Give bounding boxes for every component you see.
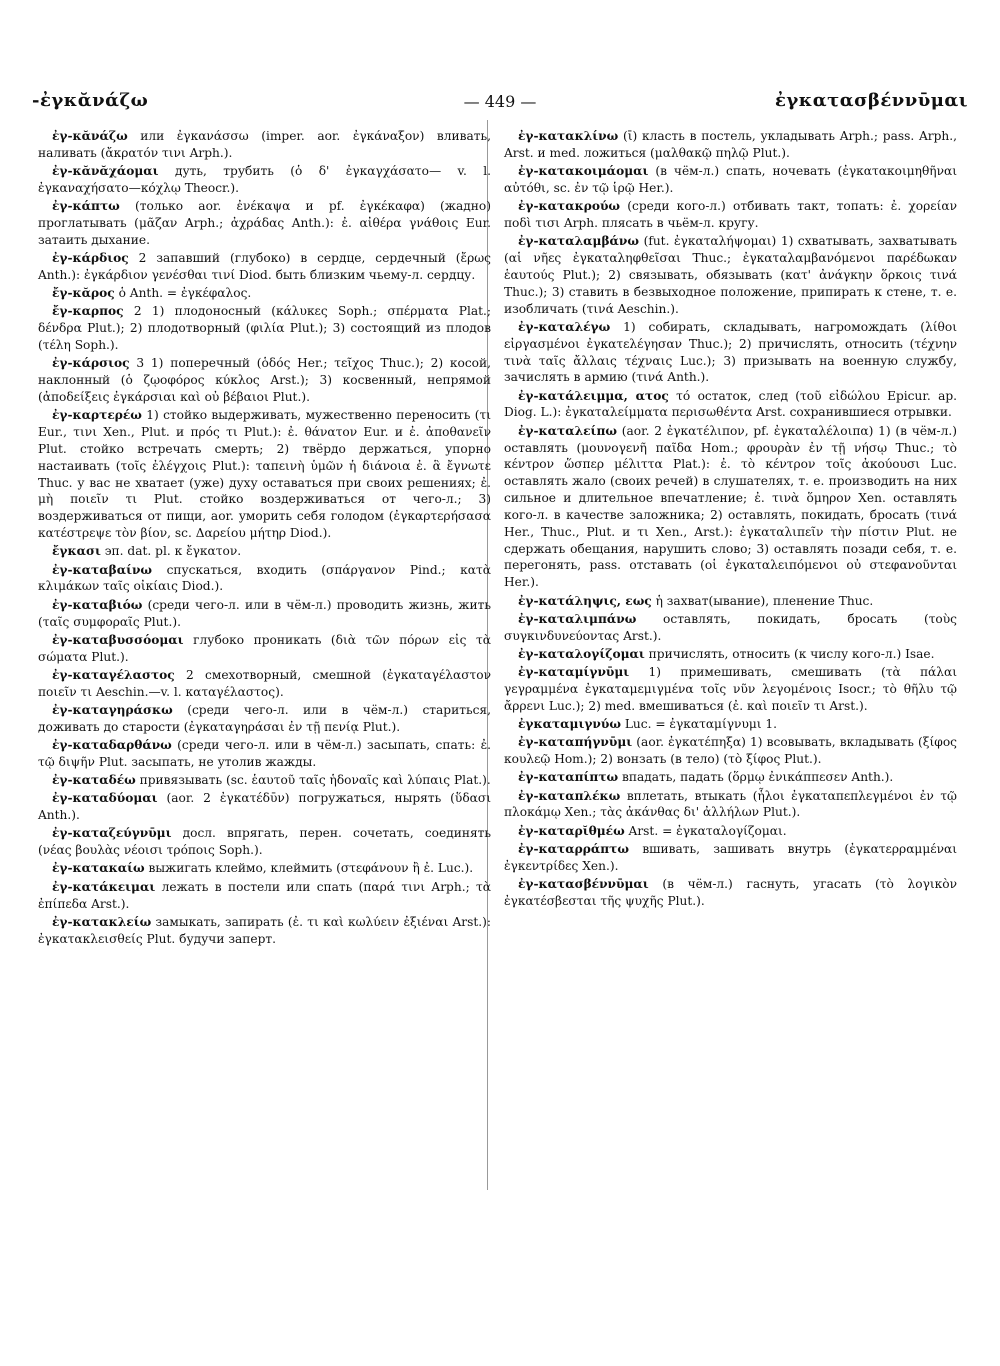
dictionary-entry — [504, 734, 957, 768]
right-column — [504, 128, 957, 911]
entry-headword: ἐγ-καταζεύγνῡμι — [52, 826, 172, 841]
entry-headword: ἐγ-κᾰνᾰχάομαι — [52, 164, 159, 179]
dictionary-entry — [38, 163, 491, 197]
entry-definition: Arst. = ἐγκαταλογίζομαι. — [628, 823, 787, 838]
dictionary-entry — [504, 716, 957, 733]
dictionary-entry — [38, 737, 491, 771]
entry-headword: ἐγ-καταγηράσκω — [52, 702, 173, 717]
entry-definition: (среди чего-л. или в чём-л.) стариться, доживать до старости (ἐγκαταγηράσαι ἐν τῇ πενίᾳ Plut.). — [38, 702, 491, 734]
entry-definition: причислять, относить (к числу кого-л.) Isae. — [648, 646, 935, 661]
dictionary-entry — [38, 407, 491, 542]
dictionary-entry — [38, 667, 491, 701]
dictionary-entry — [504, 319, 957, 386]
dictionary-entry — [504, 611, 957, 645]
dictionary-entry — [38, 879, 491, 913]
entry-headword: ἐγ-καταπήγνῡμι — [518, 735, 633, 750]
entry-definition: (среди кого-л.) отбивать такт, топать: ἐ. χορείαν ποδὶ τισι Arph. плясать в чьём-л. кругу. — [504, 199, 957, 230]
dictionary-entry — [38, 632, 491, 666]
entry-definition: лежать в постели или спать (παρά τινι Arph.; τὰ ἐπίπεδα Arst.). — [38, 879, 491, 911]
entry-definition: ὁ Anth. = ἐγκέφαλος. — [118, 286, 252, 301]
entry-headword: ἐγ-κατακρούω — [518, 199, 621, 214]
entry-headword: ἐγ-καταδύομαι — [52, 791, 158, 806]
entry-headword: ἐγ-καταβιόω — [52, 597, 143, 612]
dictionary-entry — [38, 250, 491, 284]
entry-definition: (в чём-л.) гаснуть, угасать (τὸ λογικὸν ἐγκατέσβεσται τῆς ψυχῆς Plut.). — [504, 876, 957, 908]
entry-definition: (aor. ἐγκατέπηξα) 1) всовывать, вкладывать (ξίφος κουλεῷ Hom.); 2) вонзать (в тело) (τὸ ξίφος Plut.). — [504, 735, 957, 767]
entry-definition: спускаться, входить (σπάργανον Pind.; κατὰ κλιμάκων ταῖς οἰκίαις Diod.). — [38, 562, 491, 594]
dictionary-entry — [504, 163, 957, 197]
dictionary-entry — [38, 543, 491, 560]
entry-headword: ἐγ-καταδαρθάνω — [52, 738, 172, 752]
entry-headword: ἐγ-κάπτω — [52, 199, 120, 214]
entry-headword: ἐγ-καταδέω — [52, 773, 136, 788]
entry-definition: 2 запавший (глубоко) в сердце, сердечный (ἔρως Anth.): ἐγκάρδιον γενέσθαι τινί Diod. быть близким чьему-л. сердцу. — [38, 251, 491, 282]
entry-definition: эп. dat. pl. к ἔγκατον. — [104, 544, 242, 559]
dictionary-entry — [38, 790, 491, 824]
entry-headword: ἐγ-κατακλίνω — [518, 129, 619, 143]
entry-headword: ἐγ-κατακοιμάομαι — [518, 164, 649, 179]
entry-definition: оставлять, покидать, бросать (τοὺς συγκινδυνεύοντας Arst.). — [504, 611, 958, 643]
entry-definition: 1) стойко выдерживать, мужественно переносить (τι Eur., τινι Xen., Plut. и πρός τι Plut.): ἐ. θάνατον Eur. и ἐ. ἀποθανεῖν Plut. стойко встречать смерть; 2) твёрдо держаться, упорно настаивать (τοῖς ἐλέγχοις Plut.): ταπεινὴ ὑμῶν ἡ διάνοια ἐ. ἃ ἔγνωτε Thuc. у вас не хватает (уже) духу оставаться при своих решениях; ἐ. μὴ ποιεῖν τι Plut. стойко воздерживаться от чего-л.; 3) воздерживаться от пищи, aor. уморить себя голодом (ἐγκαρτερήσασα κατέστρεψε τὸν βίον, sc. Δαρείου μήτηρ Diod.). — [38, 408, 491, 541]
entry-definition: вплетать, втыкать (ἧλοι ἐγκαταπεπλεγμένοι ἐν τῷ πλοκάμῳ Xen.; τὰς ἀκάνθας δι' ἀλλήλων Plut.). — [504, 788, 957, 820]
dictionary-entry — [38, 562, 491, 596]
entry-definition: 1) собирать, складывать, нагромождать (λίθοι εἰργασμένοι ἐγκατελέγησαν Thuc.); 2) причислять, относить (τέχνην τινὰ ταῖς ἄλλαις τέχναις Luc.); 3) призывать на военную службу, зачислять в армию (τινά Anth.). — [504, 319, 957, 385]
entry-headword: ἐγ-κατάλειμμα, ατος — [518, 388, 669, 403]
entry-headword: ἔγ-καρπος — [52, 304, 124, 319]
entry-headword: ἐγ-καταλείπω — [518, 423, 617, 438]
entry-definition: τό остаток, след (τοῦ εἰδώλου Epicur. ap. Diog. L.): ἐγκαταλείμματα περισωθέντα Arst. сохранившиеся отрывки. — [504, 388, 958, 420]
entry-definition: (aor. 2 ἐγκατέδῡν) погружаться, нырять (ὕδασι Anth.). — [38, 791, 492, 823]
entry-definition: или ἐγκανάσσω (imper. aor. ἐγκάναξον) вливать, наливать (ἄκρατόν τινι Arph.). — [38, 129, 491, 160]
entry-definition: привязывать (sc. ἑαυτοῦ ταῖς ἡδοναῖς καὶ λύπαις Plat.). — [139, 773, 491, 788]
dictionary-entry — [504, 233, 957, 317]
dictionary-entry — [38, 285, 491, 302]
entry-headword: ἐγ-κατακαίω — [52, 861, 145, 876]
entry-headword: ἐγ-καταγέλαστος — [52, 667, 175, 682]
dictionary-entry — [504, 128, 957, 162]
entry-headword: ἐγ-καταβαίνω — [52, 562, 153, 577]
entry-headword: ἐγ-καταλογίζομαι — [518, 646, 645, 661]
dictionary-entry — [38, 772, 491, 789]
entry-headword: ἐγ-καταρράπτω — [518, 841, 629, 856]
entry-headword: ἔγκασι — [52, 544, 101, 559]
entry-definition: ἡ захват(ывание), пленение Thuc. — [655, 593, 874, 608]
entry-definition: выжигать клеймо, клеймить (στεφάνουν ἢ ἐ. Luc.). — [148, 861, 474, 876]
entry-headword: ἐγκαταμιγνύω — [518, 716, 621, 731]
entry-definition: дуть, трубить (ὁ δ' ἐγκαγχάσατο— v. l. ἐγκαναχήσατο—κόχλῳ Theocr.). — [38, 164, 491, 195]
entry-headword: ἐγ-κατάκειμαι — [52, 879, 156, 894]
dictionary-entry — [504, 664, 957, 715]
dictionary-entry — [38, 128, 491, 162]
entry-definition: 2 1) плодоносный (κάλυκες Soph.; σπέρματα Plat.; δένδρα Plut.); 2) плодотворный (φιλία Plut.); 3) состоящий из плодов (τέλη Soph.). — [38, 304, 491, 353]
entry-definition: (среди чего-л. или в чём-л.) проводить жизнь, жить (ταῖς συμφοραῖς Plut.). — [38, 597, 492, 629]
entry-headword: ἐγ-κᾰνάζω — [52, 129, 128, 143]
entry-definition: (среди чего-л. или в чём-л.) засыпать, спать: ἐ. τῷ διψῆν Plut. засыпать, не утолив жажды. — [38, 738, 491, 769]
page-header — [32, 90, 968, 116]
entry-headword: ἐγ-καταπλέκω — [518, 788, 621, 803]
dictionary-entry — [38, 597, 491, 631]
dictionary-entry — [504, 788, 957, 822]
left-column — [38, 128, 491, 949]
entry-definition: Luc. = ἐγκαταμίγνυμι 1. — [624, 716, 778, 731]
entry-definition: вшивать, зашивать внутрь (ἐγκατερραμμέναι ἐγκεντρίδες Xen.). — [504, 841, 957, 873]
entry-definition: 3 1) поперечный (ὁδός Her.; τεῖχος Thuc.); 2) косой, наклонный (ὁ ζῳοφόρος κύκλος Arst.); 3) косвенный, непрямой (ἀποδείξεις ἐγκάρσιαι καὶ οὐ βέβαιοι Plut.). — [38, 356, 492, 404]
entry-headword: ἐγ-κάρσιος — [52, 356, 130, 371]
dictionary-entry — [38, 825, 491, 859]
dictionary-entry — [504, 823, 957, 840]
entry-definition: глубоко проникать (διὰ τῶν πόρων εἰς τὰ σώματα Plut.). — [38, 632, 492, 664]
entry-headword: ἐγ-καταλιμπάνω — [518, 611, 637, 626]
header-last-headword: ἐγκατασβέννῡμαι — [774, 90, 968, 111]
dictionary-entry — [38, 198, 491, 249]
header-first-headword: -ἐγκᾰνάζω — [32, 90, 149, 111]
entry-headword: ἐγ-καταβυσσόομαι — [52, 632, 184, 647]
entry-definition: (только aor. ἐνέκαψα и pf. ἐγκέκαφα) (жадно) проглатывать (μᾶζαν Arph.; ἀχράδας Anth.): ἐ. αἰθέρα γνάθοις Eur. затаить дыхание. — [38, 199, 491, 247]
entry-definition: впадать, падать (ὅρμῳ ἐνικάππεσεν Anth.). — [622, 770, 894, 785]
dictionary-entry — [504, 593, 957, 610]
dictionary-entry — [504, 646, 957, 663]
entry-headword: ἐγ-κατάληψις, εως — [518, 593, 652, 608]
entry-headword: ἐγ-κατασβέννῡμαι — [518, 876, 649, 891]
dictionary-entry — [38, 702, 491, 736]
entry-headword: ἔγ-κᾰρος — [52, 286, 115, 301]
entry-headword: ἐγ-κατακλείω — [52, 914, 152, 929]
dictionary-entry — [38, 914, 491, 948]
entry-headword: ἐγ-καρτερέω — [52, 408, 142, 423]
dictionary-entry — [504, 198, 957, 232]
dictionary-entry — [38, 355, 491, 406]
entry-headword: ἐγ-καταρῐθμέω — [518, 823, 625, 838]
dictionary-entry — [504, 423, 957, 591]
dictionary-entry — [504, 876, 957, 910]
entry-headword: ἐγ-καταλαμβάνω — [518, 234, 639, 249]
entry-definition: замыкать, запирать (ἐ. τι καὶ κωλύειν ἐξιέναι Arst.): ἐγκατακλεισθείς Plut. будучи заперт. — [38, 914, 492, 946]
entry-headword: ἐγ-καταλέγω — [518, 319, 611, 334]
dictionary-entry — [38, 860, 491, 877]
page-number: — 449 — — [463, 92, 537, 111]
entry-definition: (в чём-л.) спать, ночевать (ἐγκατακοιμηθῆναι αὐτόθι, sc. ἐν τῷ ἱρῷ Her.). — [504, 164, 958, 195]
entry-definition: 2 смехотворный, смешной (ἐγκαταγέλαστον ποιεῖν τι Aeschin.—v. l. καταγέλαστος). — [38, 667, 491, 699]
entry-definition: (fut. ἐγκαταλήψομαι) 1) схватывать, захватывать (αἱ νῆες ἐγκαταληφθεῖσαι Thuc.; ἐγκαταλαμβανόμενοι παρέδωκαν ἑαυτούς Plut.); 2) связывать, обязывать (κατ' ἀνάγκην ὅρκοις τινά Thuc.); 3) ставить в безвыходное положение, припирать к стене, т. е. изобличать (τινά Aeschin.). — [504, 234, 958, 316]
entry-headword: ἐγ-καταπίπτω — [518, 770, 619, 785]
entry-definition: (aor. 2 ἐγκατέλιπον, pf. ἐγκαταλέλοιπα) 1) (в чём-л.) оставлять (μουνογενῆ παῖδα Hom.; φρουρὰν ἐν τῇ νήσῳ Thuc.; τὸ κέντρον ὥσπερ μέλιττα Plat.): ἐ. τὸ κέντρον τοῖς ἀκούουσι Luc. оставлять жало (своих речей) в слушателях, т. е. производить на них сильное и длительное впечатление; ἐ. τινὰ ὅμηρον Xen. оставлять кого-л. в качестве заложника; 2) оставлять, покидать, бросать (τινά Her., Thuc., Plut. и τι Xen., Arst.): ἐγκαταλιπεῖν τὴν πίστιν Plut. не сдержать обещания, нарушить слово; 3) оставлять позади себя, т. е. перегонять, pass. отставать (οἱ ἐγκαταλειπόμενοι οὐ στεφανοῦνται Her.). — [504, 423, 958, 590]
entry-definition: (ῑ) класть в постель, укладывать Arph.; pass. Arph., Arst. и med. ложиться (μαλθακῷ πηλῷ Plut.). — [504, 129, 957, 160]
entry-headword: ἐγ-καταμίγνῡμι — [518, 665, 630, 680]
entry-definition: досл. впрягать, перен. сочетать, соединять (νέας βουλὰς νέοισι τρόποις Soph.). — [38, 826, 492, 858]
dictionary-entry — [504, 388, 957, 422]
dictionary-entry — [504, 769, 957, 786]
entry-headword: ἐγ-κάρδιος — [52, 251, 129, 266]
entry-definition: 1) примешивать, смешивать (τὰ πάλαι γεγραμμένα ἐγκαταμεμιγμένα τοῖς νῦν λεγομένοις Isocr.; τὸ θῆλυ τῷ ἄρρενι Luc.); 2) med. вмешиваться (ἐ. καὶ ποιεῖν τι Arst.). — [504, 665, 957, 713]
dictionary-entry — [504, 841, 957, 875]
dictionary-entry — [38, 303, 491, 354]
